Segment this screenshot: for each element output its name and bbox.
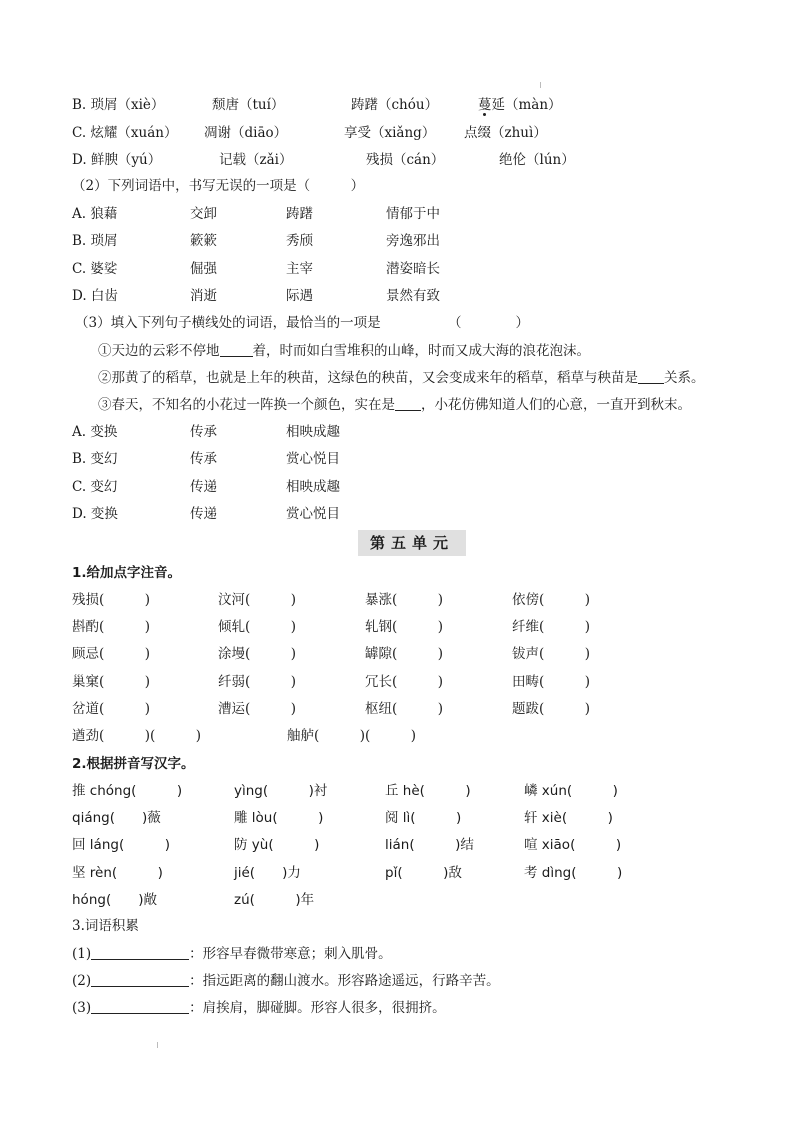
hanzi-item-row-cell: lián( )结 [385, 837, 474, 854]
hanzi-item-row-cell: pǐ( )敌 [385, 864, 462, 881]
question-3-title: 3.词语积累 [72, 918, 139, 934]
pinyin-item-row-cell: 罅隙( ) [365, 646, 444, 663]
fill-blank[interactable] [91, 998, 189, 1014]
pinyin-item-row-cell: 暴涨( ) [365, 592, 444, 608]
pinyin-item-row [72, 642, 772, 666]
pinyin-item-row-cell: 倾轧( ) [218, 619, 297, 636]
pinyin-item-row-cell: 纤维( ) [512, 619, 591, 636]
option-row-cell: D. 变换 [72, 505, 118, 522]
hanzi-item-row-cell: 坚 rèn( ) [72, 864, 163, 881]
hanzi-item-row-cell: zú( )年 [234, 891, 315, 908]
question-2-prompt: （2）下列词语中，书写无误的一项是（ ） [72, 178, 365, 194]
unit-title-banner: 第五单元 [358, 530, 466, 556]
pinyin-item-row-cell: 依傍( ) [512, 592, 591, 608]
option-row-cell: 传承 [190, 451, 217, 468]
fill-blank[interactable] [91, 971, 189, 987]
pinyin-item-row-cell: 涂墁( ) [218, 646, 297, 663]
vocab-item-2: (2) ：指远距离的翻山渡水。形容路途遥远，行路辛苦。 [72, 973, 500, 989]
option-row-cell: 倔强 [190, 260, 217, 277]
question-1-title: 1.给加点字注音。 [72, 565, 182, 581]
option-row [72, 257, 772, 281]
pinyin-item-row-cell: 斟酌( ) [72, 619, 151, 636]
hanzi-item-row-cell: 防 yù( ) [234, 837, 320, 854]
option-row-cell: 相映成趣 [286, 478, 340, 495]
pinyin-item-row-cell: 冗长( ) [365, 673, 444, 690]
hanzi-item-row [72, 833, 772, 857]
question-3-prompt: （3）填入下列句子横线处的词语，最恰当的一项是 （ ） [75, 315, 529, 331]
scan-mark [157, 1042, 158, 1048]
sentence-3: ③春天，不知名的小花过一阵换一个颜色，实在是 ，小花仿佛知道人们的心意，一直开到秋末。 [98, 397, 691, 413]
sentence-1: ①天边的云彩不停地 着，时而如白雪堆积的山峰，时而又成大海的浪花泡沫。 [98, 343, 590, 359]
hanzi-item-row-cell: 雕 lòu( ) [234, 810, 324, 827]
hanzi-item-row [72, 806, 772, 830]
hanzi-item-row [72, 861, 772, 885]
hanzi-item-row [72, 779, 772, 803]
hanzi-item-row-cell: 推 chóng( ) [72, 783, 183, 799]
hanzi-item-row-cell: 阅 lì( ) [385, 810, 462, 827]
hanzi-item-row-cell: yìng( )衬 [234, 783, 328, 799]
option-row-cell: 交卸 [190, 206, 217, 222]
option-row-cell: D. 白齿 [72, 287, 118, 304]
option-row-cell: 传递 [190, 478, 217, 495]
option-row-cell: 旁逸邪出 [386, 233, 440, 250]
option-row [72, 202, 772, 226]
hanzi-item-row-cell: 嶙 xún( ) [524, 783, 618, 799]
pinyin-item-row-cell: 巢窠( ) [72, 673, 151, 690]
option-row-cell: A. 变换 [72, 424, 118, 440]
option-row [72, 229, 772, 253]
hanzi-item-row-cell: 轩 xiè( ) [524, 810, 613, 827]
option-row-cell: 赏心悦目 [286, 505, 340, 522]
hanzi-item-row-cell: 回 láng( ) [72, 837, 170, 854]
pinyin-option-row: B. 琐屑（xiè） 颓唐（tuí） 踌躇（chóu） 蔓延（màn） [72, 97, 562, 113]
option-row-cell: 秀颀 [286, 233, 313, 250]
fill-blank[interactable] [638, 368, 664, 384]
option-row-cell: C. 变幻 [72, 478, 118, 495]
hanzi-item-row-cell: hóng( )敞 [72, 891, 157, 908]
option-row-cell: 传承 [190, 424, 217, 440]
pinyin-item-row-cell: 汶河( ) [218, 592, 297, 608]
vocab-item-3: (3) ：肩挨肩，脚碰脚。形容人很多，很拥挤。 [72, 1000, 446, 1016]
hanzi-item-row-cell: 喧 xiāo( ) [524, 837, 622, 854]
option-row-cell: B. 变幻 [72, 451, 118, 468]
pinyin-item-row-cell: 题跋( ) [512, 700, 591, 717]
scan-mark [540, 82, 541, 88]
option-row-cell: 传递 [190, 505, 217, 522]
fill-blank[interactable] [395, 395, 421, 411]
option-row-cell: 消逝 [190, 287, 217, 304]
pinyin-item-row [72, 588, 772, 612]
option-row-cell: 相映成趣 [286, 424, 340, 440]
option-row-cell: A. 狼藉 [72, 206, 118, 222]
hanzi-item-row-cell: 考 dìng( ) [524, 864, 623, 881]
pinyin-item-row-cell: 枢纽( ) [365, 700, 444, 717]
pinyin-item-row-cell: 漕运( ) [218, 700, 297, 717]
hanzi-item-row-cell: qiáng( )薇 [72, 810, 161, 827]
pinyin-item-row-cell: 岔道( ) [72, 700, 151, 717]
q1-last-row: 遒劲( )( ) 舳舻( )( ) [72, 728, 417, 744]
hanzi-item-row-cell: jié( )力 [234, 864, 301, 881]
option-row-cell: 簌簌 [190, 233, 217, 250]
pinyin-item-row-cell: 残损( ) [72, 592, 151, 608]
pinyin-option-row: D. 鲜腴（yú） 记载（zǎi） 残损（cán） 绝伦（lún） [72, 152, 575, 168]
option-row [72, 420, 772, 444]
option-row-cell: 景然有致 [386, 287, 440, 304]
option-row-cell: C. 婆娑 [72, 260, 118, 277]
option-row-cell: 情郁于中 [386, 206, 440, 222]
pinyin-item-row-cell: 钹声( ) [512, 646, 591, 663]
pinyin-item-row-cell: 田畴( ) [512, 673, 591, 690]
option-row-cell: 赏心悦目 [286, 451, 340, 468]
option-row [72, 284, 772, 308]
option-row-cell: 主宰 [286, 260, 313, 277]
option-row [72, 475, 772, 499]
pinyin-option-row: C. 炫耀（xuán） 凋谢（diāo） 享受（xiǎng） 点缀（zhuì） [72, 125, 547, 141]
pinyin-item-row [72, 697, 772, 721]
hanzi-item-row-cell: 丘 hè( ) [385, 783, 471, 799]
option-row [72, 502, 772, 526]
option-row-cell: 际遇 [286, 287, 313, 304]
option-row-cell: B. 琐屑 [72, 233, 118, 250]
option-row-cell: 踌躇 [286, 206, 313, 222]
pinyin-item-row-cell: 轧钢( ) [365, 619, 444, 636]
hanzi-item-row [72, 888, 772, 912]
question-2-title: 2.根据拼音写汉字。 [72, 756, 195, 772]
fill-blank[interactable] [220, 341, 253, 357]
pinyin-item-row-cell: 顾忌( ) [72, 646, 151, 663]
pinyin-item-row-cell: 纤弱( ) [218, 673, 297, 690]
vocab-item-1: (1) ：形容早春微带寒意；刺入肌骨。 [72, 946, 392, 962]
fill-blank[interactable] [91, 944, 189, 960]
option-row [72, 447, 772, 471]
pinyin-item-row [72, 615, 772, 639]
option-row-cell: 潜姿暗长 [386, 260, 440, 277]
pinyin-item-row [72, 670, 772, 694]
sentence-2: ②那黄了的稻草，也就是上年的秧苗，这绿色的秧苗，又会变成来年的稻草，稻草与秧苗是 关系。 [98, 370, 705, 386]
